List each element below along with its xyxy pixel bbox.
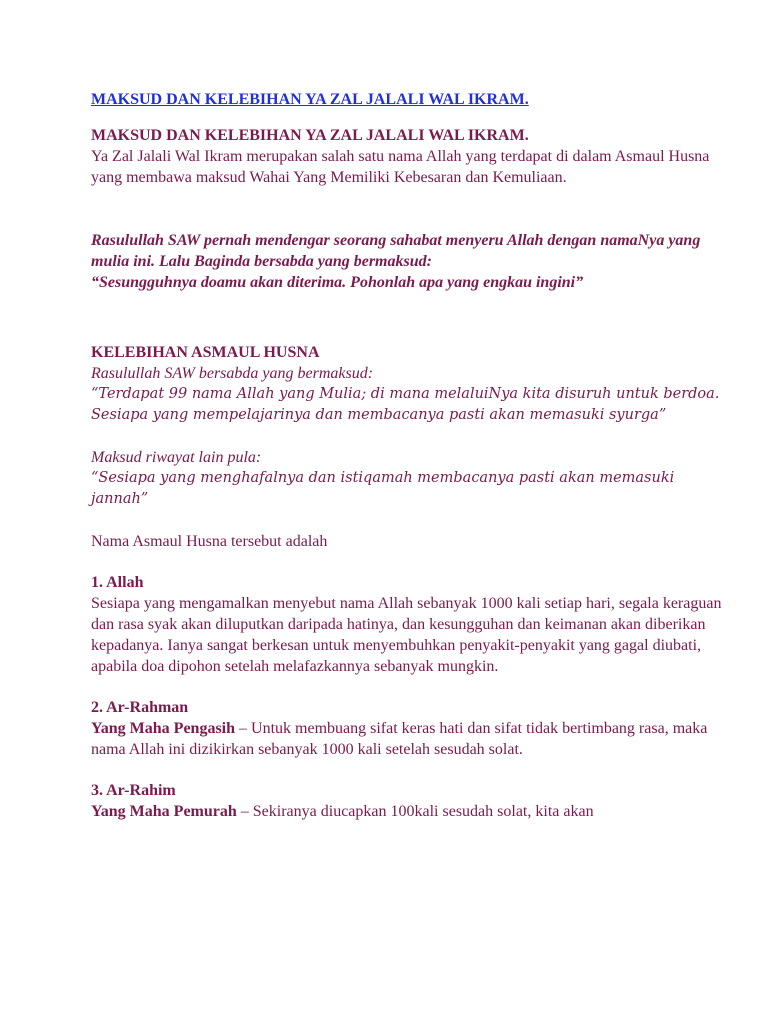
intro-paragraph: Ya Zal Jalali Wal Ikram merupakan salah satu nama Allah yang terdapat di dalam Asmaul Husna yang membawa maksud Wahai Yang Memiliki Kebesaran dan Kemuliaan. bbox=[91, 148, 710, 186]
name-meaning: Yang Maha Pemurah bbox=[91, 803, 237, 820]
hadith-quote: “Sesungguhnya doamu akan diterima. Pohonlah apa yang engkau ingini” bbox=[91, 274, 584, 291]
kelebihan-quote: “Terdapat 99 nama Allah yang Mulia; di mana melaluiNya kita disuruh untuk berdoa. Sesiapa yang mempelajarinya dan membacanya pasti akan memasuki syurga” bbox=[91, 386, 720, 423]
name-description bbox=[91, 718, 731, 760]
kelebihan-heading: KELEBIHAN ASMAUL HUSNA bbox=[91, 344, 320, 361]
name-entry bbox=[91, 781, 731, 822]
name-text: – Sekiranya diucapkan 100kali sesudah solat, kita akan bbox=[236, 803, 594, 820]
document-page bbox=[91, 90, 731, 822]
spacer bbox=[91, 188, 731, 230]
riwayat-intro: Maksud riwayat lain pula: bbox=[91, 449, 262, 466]
spacer bbox=[91, 552, 731, 573]
spacer bbox=[91, 426, 731, 447]
title-link[interactable]: MAKSUD DAN KELEBIHAN YA ZAL JALALI WAL IKRAM. bbox=[91, 91, 529, 108]
kelebihan-intro: Rasulullah SAW bersabda yang bermaksud: bbox=[91, 365, 374, 382]
name-title: 2. Ar-Rahman bbox=[91, 699, 189, 716]
name-text: – Untuk membuang sifat keras hati dan sifat tidak bertimbang rasa, maka nama Allah ini dizikirkan sebanyak 1000 kali setelah sesudah solat. bbox=[91, 720, 708, 758]
name-description bbox=[91, 801, 731, 822]
riwayat-quote: “Sesiapa yang menghafalnya dan istiqamah membacanya pasti akan memasuki jannah” bbox=[91, 470, 675, 507]
spacer bbox=[91, 510, 731, 531]
spacer bbox=[91, 760, 731, 781]
name-title: 3. Ar-Rahim bbox=[91, 782, 176, 799]
hadith-text: Rasulullah SAW pernah mendengar seorang sahabat menyeru Allah dengan namaNya yang mulia ini. Lalu Baginda bersabda yang bermaksud: bbox=[91, 232, 701, 270]
spacer bbox=[91, 293, 731, 343]
spacer bbox=[91, 677, 731, 698]
intro-heading: MAKSUD DAN KELEBIHAN YA ZAL JALALI WAL IKRAM. bbox=[91, 127, 529, 144]
name-entry bbox=[91, 573, 731, 677]
list-intro: Nama Asmaul Husna tersebut adalah bbox=[91, 533, 328, 550]
name-entry bbox=[91, 698, 731, 760]
name-title: 1. Allah bbox=[91, 574, 144, 591]
name-meaning: Yang Maha Pengasih bbox=[91, 720, 236, 737]
name-description: Sesiapa yang mengamalkan menyebut nama Allah sebanyak 1000 kali setiap hari, segala keraguan dan rasa syak akan diluputkan daripada hatinya, dan kesungguhan dan keimanan akan diberikan kepadanya. Ianya sangat berkesan untuk menyembuhkan penyakit-penyakit yang gagal diubati, apabila doa dipohon setelah melafazkannya sebanyak mungkin. bbox=[91, 595, 722, 675]
